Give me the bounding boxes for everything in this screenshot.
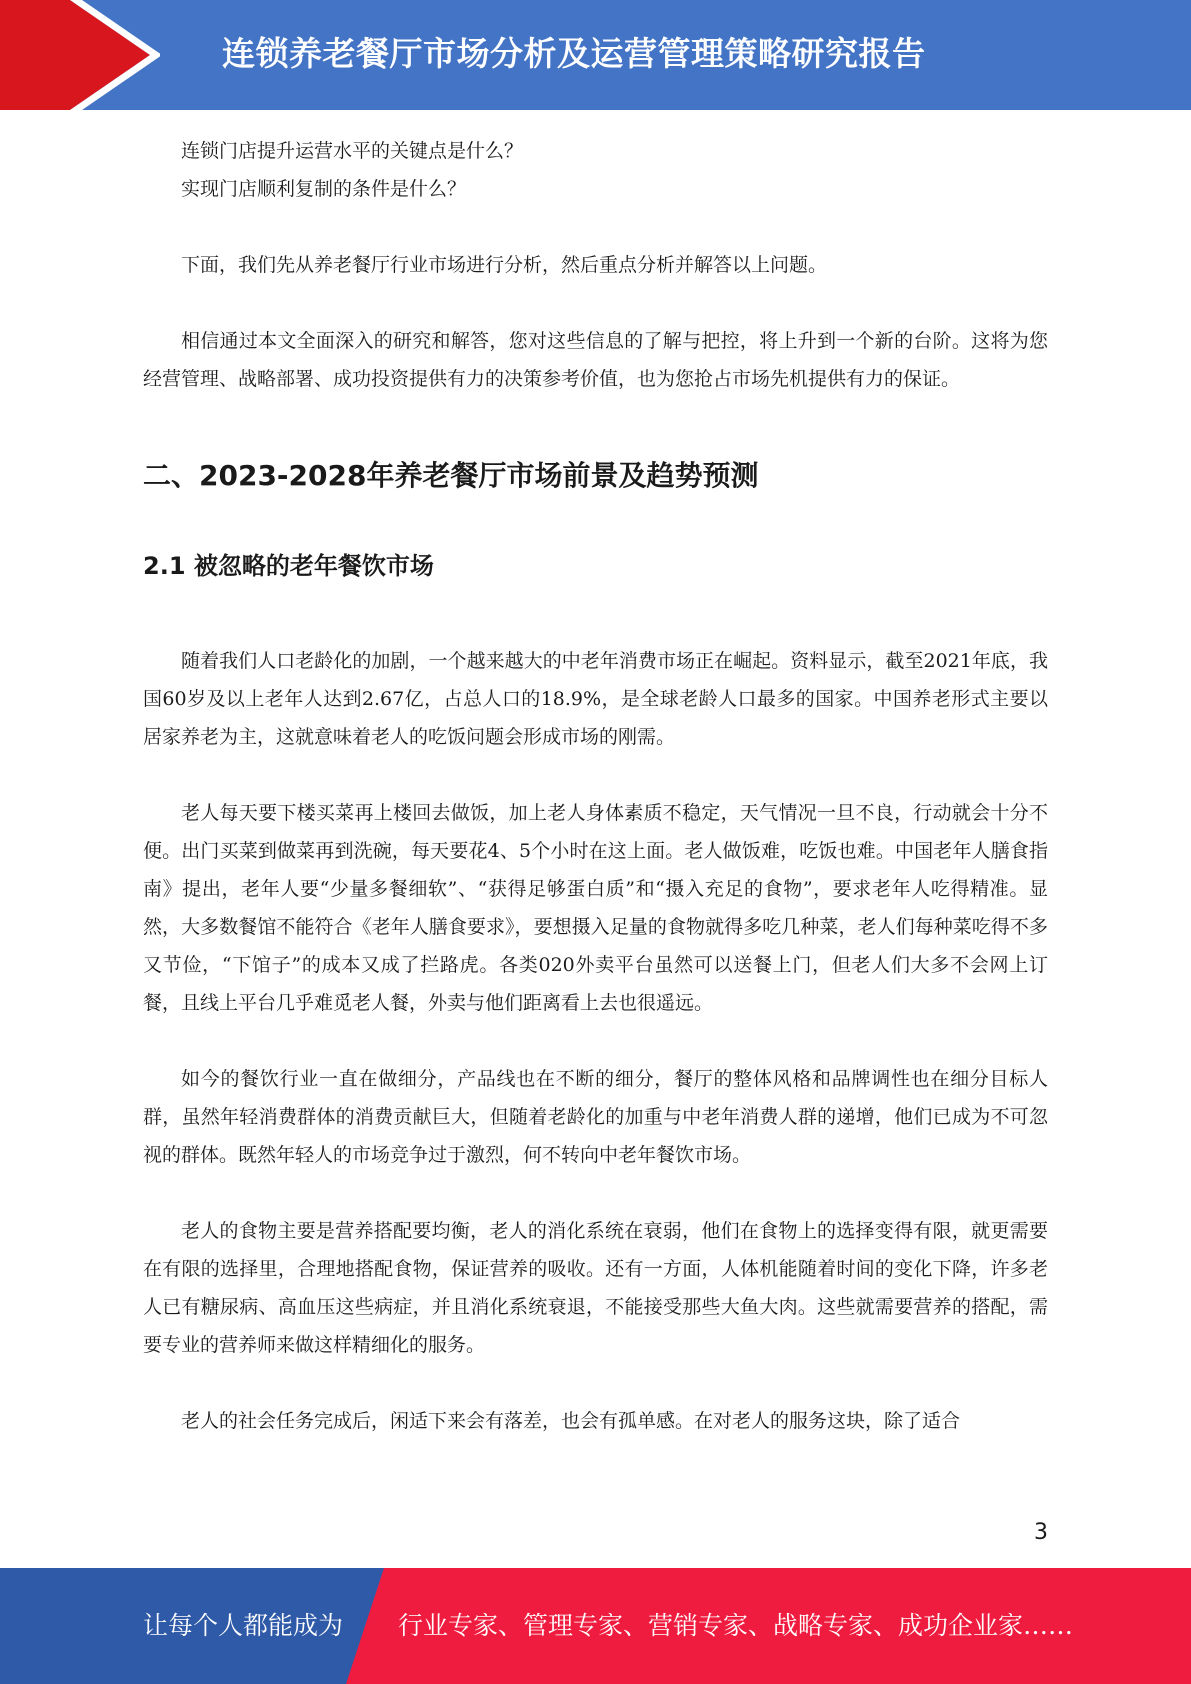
- document-body: [143, 132, 1048, 1440]
- paragraph-5: 老人的社会任务完成后，闲适下来会有落差，也会有孤单感。在对老人的服务这块，除了适合: [181, 1410, 961, 1432]
- question-2: 实现门店顺利复制的条件是什么？: [181, 178, 467, 200]
- page-number: 3: [1034, 1520, 1048, 1545]
- paragraph-2: 老人每天要下楼买菜再上楼回去做饭，加上老人身体素质不稳定，天气情况一旦不良，行动就会十分不便。出门买菜到做菜再到洗碗，每天要花4、5个小时在这上面。老人做饭难，吃饭也难。中国老年人膳食指南》提出，老年人要“少量多餐细软”、“获得足够蛋白质”和“摄入充足的食物”，要求老年人吃得精准。显然，大多数餐馆不能符合《老年人膳食要求》，要想摄入足量的食物就得多吃几种菜，老人们每种菜吃得不多又节俭，“下馆子”的成本又成了拦路虎。各类020外卖平台虽然可以送餐上门，但老人们大多不会网上订餐，且线上平台几乎难觅老人餐，外卖与他们距离看上去也很遥远。: [143, 802, 1048, 1014]
- footer-slogan-left: 让每个人都能成为: [143, 1611, 344, 1640]
- section-heading: 二、2023-2028年养老餐厅市场前景及趋势预测: [143, 459, 759, 492]
- report-title: 连锁养老餐厅市场分析及运营管理策略研究报告: [222, 34, 926, 73]
- subsection-heading: 2.1 被忽略的老年餐饮市场: [143, 552, 434, 580]
- question-1: 连锁门店提升运营水平的关键点是什么？: [181, 140, 524, 162]
- footer-banner: [0, 1568, 1191, 1684]
- chevron-arrow-icon: [0, 0, 160, 110]
- paragraph-4: 老人的食物主要是营养搭配要均衡，老人的消化系统在衰弱，他们在食物上的选择变得有限，就更需要在有限的选择里，合理地搭配食物，保证营养的吸收。还有一方面，人体机能随着时间的变化下降，许多老人已有糖尿病、高血压这些病症，并且消化系统衰退，不能接受那些大鱼大肉。这些就需要营养的搭配，需要专业的营养师来做这样精细化的服务。: [143, 1220, 1048, 1356]
- trust-paragraph: 相信通过本文全面深入的研究和解答，您对这些信息的了解与把控，将上升到一个新的台阶。这将为您经营管理、战略部署、成功投资提供有力的决策参考价值，也为您抢占市场先机提供有力的保证。: [143, 330, 1048, 390]
- header-banner: [0, 0, 1191, 110]
- paragraph-3: 如今的餐饮行业一直在做细分，产品线也在不断的细分，餐厅的整体风格和品牌调性也在细分目标人群，虽然年轻消费群体的消费贡献巨大，但随着老龄化的加重与中老年消费人群的递增，他们已成为不可忽视的群体。既然年轻人的市场竞争过于激烈，何不转向中老年餐饮市场。: [143, 1068, 1048, 1166]
- paragraph-1: 随着我们人口老龄化的加剧，一个越来越大的中老年消费市场正在崛起。资料显示，截至2021年底，我国60岁及以上老年人达到2.67亿，占总人口的18.9%，是全球老龄人口最多的国家。中国养老形式主要以居家养老为主，这就意味着老人的吃饭问题会形成市场的刚需。: [143, 650, 1048, 748]
- footer-slogan-right: 行业专家、管理专家、营销专家、战略专家、成功企业家……: [398, 1611, 1074, 1640]
- intro-paragraph: 下面，我们先从养老餐厅行业市场进行分析，然后重点分析并解答以上问题。: [181, 254, 828, 276]
